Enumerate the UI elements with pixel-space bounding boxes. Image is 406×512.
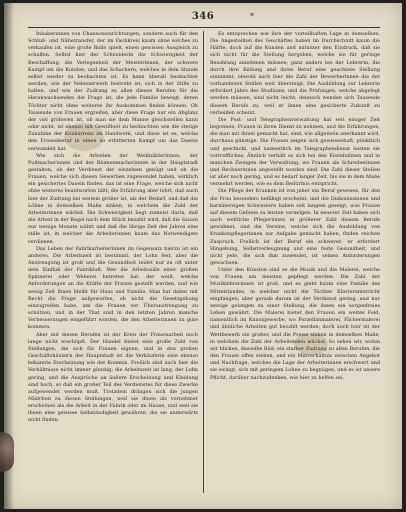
paragraph: Wie sich die Arbeiten der Weißnähterinnen, der Pußmacherinnen und der Blumenmacherinnen in der Hauptstadt gestalten, ob der Verdienst der einzelnen genügt und ob die Frauen, welche sich diesen Gewerben zugewendet haben, wirklich ein gesichertes Dasein finden, das ist eine Frage, welche sich nicht ohne weiteres beantworten läßt; die Erfahrung aber lehrt, daß auch hier der Zudrang bei weitem größer ist, als der Bedarf, und daß die Löhne in demselben Maße sinken, in welchem die Zahl der Arbeiterinnen wächst. Die Schwierigkeit liegt zumeist darin, daß die Arbeit in der Regel nach dem Stück bezahlt wird, daß die Saison nur wenige Monate währt und daß die übrige Zeit des Jahres eine stille ist, in welcher die Arbeiterinnen kaum das Notwendigste verdienen. [28, 152, 198, 245]
paragraph: Aber mit diesen Berufen ist der Kreis der Frauenarbeit noch lange nicht erschöpft. Der Handel bietet eine große Zahl von Stellungen, die sich für Frauen eignen, und in den großen Geschäftshäusern der Hauptstadt ist die Verkäuferin eine ebenso bekannte Erscheinung wie der Kommis. Freilich sind auch hier die Verhältnisse nicht immer günstig; die Arbeitszeit ist lang, der Lohn gering, und die Ansprüche an äußere Erscheinung und Kleidung sind hoch, so daß ein großer Teil des Verdienstes für diese Zwecke aufgewendet werden muß. Trotzdem drängen sich die jungen Mädchen zu diesen Stellungen, weil sie ihnen als vornehmer erscheinen als die Arbeit in der Fabrik oder im Hause, und weil sie ihnen eine gewisse Selbständigkeit gewähren, die sie anderwärts nicht finden. [28, 331, 198, 424]
scanner-thumb [0, 432, 14, 472]
paragraph: Die Post- und Telegraphenverwaltung hat seit einiger Zeit begonnen, Frauen in ihren Dienst zu nehmen, und die Erfahrungen, die man mit ihnen gemacht hat, sind, wie allgemein anerkannt wird, durchaus günstige. Die Frauen zeigen sich gewissenhaft, pünktlich und geschickt, und namentlich im Telegraphendienst leisten sie vortreffliches. Ähnlich verhält es sich bei den Eisenbahnen und in manchen Zweigen der Verwaltung, wo Frauen als Schreiberinnen und Rechnerinnen angestellt worden sind. Die Zahl dieser Stellen ist aber noch gering, und es bedarf langer Zeit, bis sie in dem Maße vermehrt werden, wie es dem Bedürfnis entspricht. [210, 116, 380, 188]
paragraph: Die Pflege der Kranken ist von jeher ein Beruf gewesen, für den die Frau besonders befähigt erscheint, und die Diakonissinnen und barmherzigen Schwestern haben seit langem gezeigt, was Frauen auf diesem Gebiete zu leisten vermögen. In neuerer Zeit haben sich auch weltliche Pflegerinnen in größerer Zahl diesem Berufe gewidmet, und die Vereine, welche sich die Ausbildung von Krankenpflegerinnen zur Aufgabe gemacht haben, finden reichen Zuspruch. Freilich ist der Beruf ein schwerer; er erfordert Hingebung, Selbstverleugnung und eine feste Gesundheit, und nicht jede, die sich ihm zuwendet, ist seinen Anforderungen gewachsen. [210, 188, 380, 266]
header-rule [28, 27, 380, 28]
paragraph: Das Leben der Fabrikarbeiterinnen im Gegensatz hierzu ist ein anderes. Die Arbeitszeit ist bestimmt, der Lohn fest, aber die Anstrengung ist groß und die Gesundheit leidet nur zu oft unter dem Einfluß der Fabrikluft. Wer die Arbeitssäle einer großen Spinnerei oder Weberei betreten hat, der weiß, welche Anforderungen an die Kräfte der Frauen gestellt werden, und wie wenig Zeit ihnen bleibt für Haus und Familie. Man hat daher mit Recht die Frage aufgeworfen, ob nicht die Gesetzgebung einzugreifen habe, um die Frauen vor Überanstrengung zu schützen, und in der That sind in den letzten Jahren manche Verbesserungen eingeführt worden, die den Arbeiterinnen zu gute kommen. [28, 245, 198, 331]
column-divider [203, 31, 204, 493]
magazine-page [4, 3, 402, 509]
right-column [210, 31, 380, 493]
page-header [4, 11, 402, 25]
left-column [28, 31, 198, 493]
page-number: 346 [191, 11, 215, 22]
paragraph: Inhaberinnen von Chansoneinrichtungen, sondern auch für den Schluß- und Nähetransfer, der im Fachkreis kaum ohne solches zu verkaufen ist, eine große Rolle spielt, einen gewissen Ausgleich zu schaffen. Selbst hier der Schneiderin die Schwierigkeit der Beschaffung, die Verlegenheit der Meisterinnen, der schwere Kampf um die Kunden, und das Schachern, welches in dem Stande selbst wieder zu beobachten ist. Es kann überall beobachtet werden, wie der Nebenerwerb bestrebt ist, sich in der Stille zu halten, und wie der Zudrang zu allen diesen Berufen für die Heranwachsenden die Frage ist, die jede Familie bewegt, deren Töchter nicht ohne weiteres ihr Auskommen finden können. Ob Tausende von Frauen ergreifen, aber diese Frage nur ein Abglanz der viel größeren ist, ob man sie dem Manne gleichstellen kann oder nicht, ist ebenso mit Gewißheit zu beobachten wie die stetige Zunahme der Konkurrenz im Handwerk, und diese ist es, welche den Frauenberuf in einen so erbitterten Kampf um das Dasein verwandelt hat. [28, 31, 198, 152]
paragraph: Es entsprechen wie ihre der vorteilhaften Lage in demselben. Die Angestellten des Geschäftes haben im Durchschnitt kaum die Hälfte, doch auf die Kunden und mitunter den Eindruck, daß sie sich nicht für die Stellung hergeben, welche sie für geringe Bezahlung annehmen müssen; ganz anders bei der Lehrerin, die durch ihre Bildung und ihren Beruf eine geachtete Stellung einnimmt, obwohl auch hier die Zahl der Bewerberinnen die der vorhandenen Stellen weit übersteigt. Die Ausbildung zur Lehrerin erfordert Jahre des Studiums, und die Prüfungen, welche abgelegt werden müssen, sind nicht leicht; dennoch wenden sich Tausende diesem Berufe zu, weil er ihnen eine gesicherte Zukunft zu verheißen scheint. [210, 31, 380, 116]
paragraph: Unter den Künsten sind es die Musik und die Malerei, welche von Frauen am meisten gepflegt werden. Die Zahl der Musiklehrerinnen ist groß, und es giebt kaum eine Familie des Mittelstandes, in welcher nicht die Töchter Klavierunterricht empfangen; aber gerade darum ist der Verdienst gering, und nur wenige gelangen zu einer Stellung, die ihnen ein sorgenfreies Leben gewährt. Die Malerei bietet den Frauen ein weites Feld, namentlich im Kunstgewerbe, wo Porzellanmalerei, Fächermalerei und ähnliche Arbeiten gut bezahlt werden; doch auch hier ist der Wettbewerb ein großer, und die Preise sinken in demselben Maße, in welchem die Zahl der Arbeitenden wächst. So sehen wir, wohin wir blicken, dasselbe Bild: ein starker Zudrang zu allen Berufen, die den Frauen offen stehen, und ein Mißverhältnis zwischen Angebot und Nachfrage, welches die Lage der Arbeiterinnen erschwert und sie zwingt, sich mit geringem Lohne zu begnügen, und es ist unsere Pflicht, darüber nachzudenken, wie hier zu helfen sei. [210, 267, 380, 381]
header-ornament: * [250, 12, 254, 21]
